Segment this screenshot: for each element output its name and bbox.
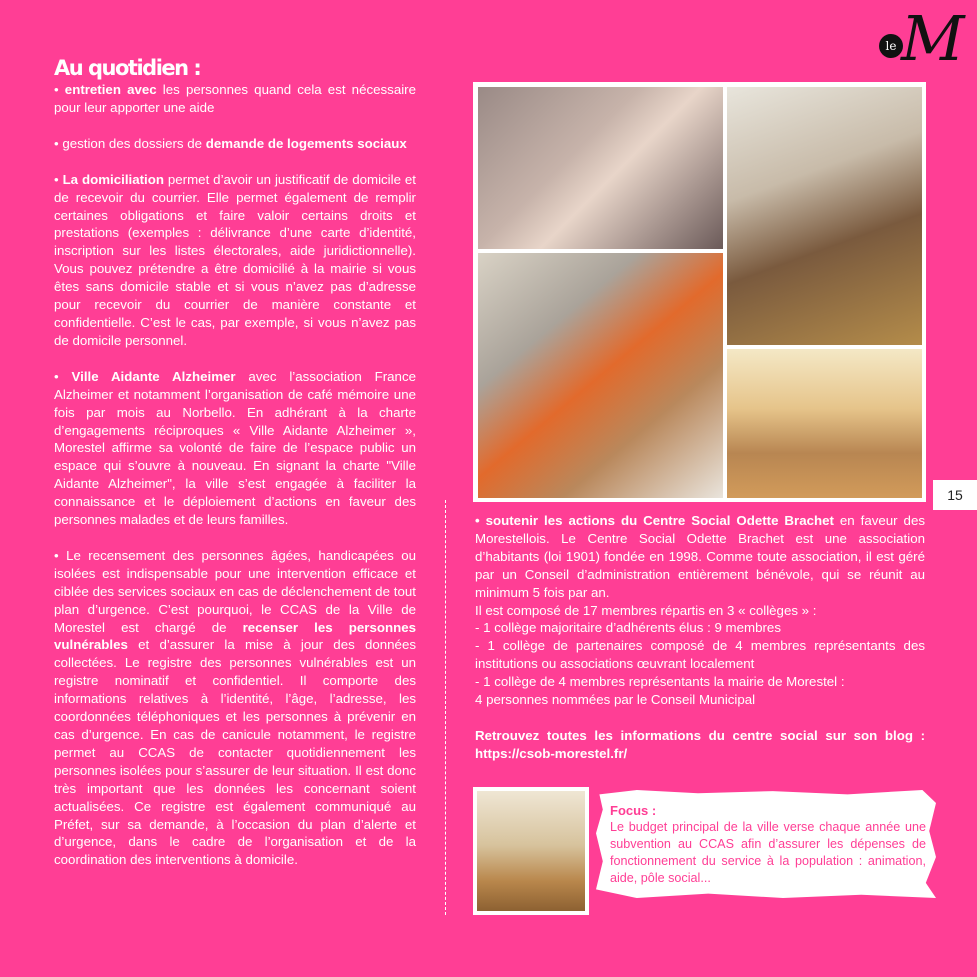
- focus-box: [610, 803, 926, 887]
- focus-title: Focus :: [610, 803, 657, 818]
- college-item: 4 personnes nommées par le Conseil Municipal: [475, 692, 756, 708]
- paragraph-domiciliation: • La domiciliation permet d’avoir un justificatif de domicile et de recevoir du courrier. Elle permet également de remplir certaines obligations et faire valoir certains droits et prestations (exemples : délivrance d’une carte d’identité, inscription sur les listes électorales, aide juridictionnelle). Vous pouvez prétendre a être domicilié à la mairie si vous êtes sans domicile stable et si vous n’avez pas d’adresse pour recevoir du courrier de manière constante et confidentielle. C’est le cas, par exemple, si vous n’avez pas de domicile personnel.: [54, 171, 416, 348]
- magazine-logo: [879, 2, 965, 76]
- photo-stacked-boxes: [727, 349, 922, 498]
- logo-m-letter: M: [901, 2, 965, 75]
- logo-le-badge: le: [879, 34, 903, 58]
- column-divider: [445, 500, 446, 915]
- college-item: - 1 collège majoritaire d’adhérents élus : 9 membres: [475, 620, 781, 636]
- right-column: [475, 512, 925, 763]
- college-item: - 1 collège de 4 membres représentants la mairie de Morestel :: [475, 674, 845, 690]
- focus-photo-frame: [473, 787, 589, 915]
- focus-body: Le budget principal de la ville verse chaque année une subvention au CCAS afin d’assurer les dépenses de fonctionnement du service à la population : animation, aide, pôle social...: [610, 820, 926, 885]
- paragraph-logements: • gestion des dossiers de demande de logements sociaux: [54, 135, 407, 151]
- photo-delivery-box: [478, 253, 723, 498]
- left-column: [54, 56, 416, 869]
- college-item: - 1 collège de partenaires composé de 4 membres représentants des institutions ou associations œuvrant localement: [475, 638, 925, 672]
- paragraph-csob: • soutenir les actions du Centre Social Odette Brachet en faveur des Morestellois. Le Centre Social Odette Brachet est une association d’habitants (loi 1901) fondée en 1998. Comme toute association, il est géré par un Conseil d’administration entièrement bénévole, qui se réunit au minimum 5 fois par an.: [475, 513, 925, 600]
- paragraph-recensement: • Le recensement des personnes âgées, handicapées ou isolées est indispensable pour une intervention efficace et ciblée des services sociaux en cas de déclenchement de tout plan d’urgence. C’est pourquoi, le CCAS de la Ville de Morestel est chargé de recenser les personnes vulnérables et d’assurer la mise à jour des données collectées. Le registre des personnes vulnérables est un registre nominatif et confidentiel. Il comporte des informations relatives à l’identité, l’âge, l’adresse, les coordonnées téléphoniques et les personnes à prévenir en cas d’urgence. En cas de canicule notamment, le registre permet au CCAS de contacter quotidiennement les personnes isolées pour s’assurer de leur situation. Il est donc très important que les données les concernant soient actualisées. Ce registre est également communiqué au Préfet, sur sa demande, à l’occasion du plan d’alerte et d’urgence, dans le cadre de l’organisation et de la coordination des interventions à domicile.: [54, 547, 416, 868]
- paragraph-alzheimer: • Ville Aidante Alzheimer avec l’association France Alzheimer et notamment l’organisation de café mémoire une fois par mois au Norbello. En adhérant à la charte d’engagements réciproques « Ville Aidante Alzheimer », Morestel affirme sa volonté de faire de l’espace public un espace qui s’ouvre à nouveau. En signant la charte "Ville Aidante Alzheimer", la ville s’est engagée à faciliter la connaissance et le déploiement d’actions en faveur des personnes malades et de leurs familles.: [54, 368, 416, 528]
- photo-holding-hands: [478, 87, 723, 249]
- composition-line: Il est composé de 17 membres répartis en 3 « collèges » :: [475, 602, 817, 618]
- blog-link-paragraph: Retrouvez toutes les informations du centre social sur son blog : https://csob-morestel.fr/: [475, 727, 925, 761]
- section-title: Au quotidien :: [54, 56, 201, 80]
- photo-food-bags: [477, 791, 585, 911]
- photo-bag-distribution: [727, 87, 922, 345]
- photo-collage: [473, 82, 926, 502]
- page-number: 15: [933, 480, 977, 510]
- paragraph-entretien: • entretien avec les personnes quand cela est nécessaire pour leur apporter une aide: [54, 82, 416, 115]
